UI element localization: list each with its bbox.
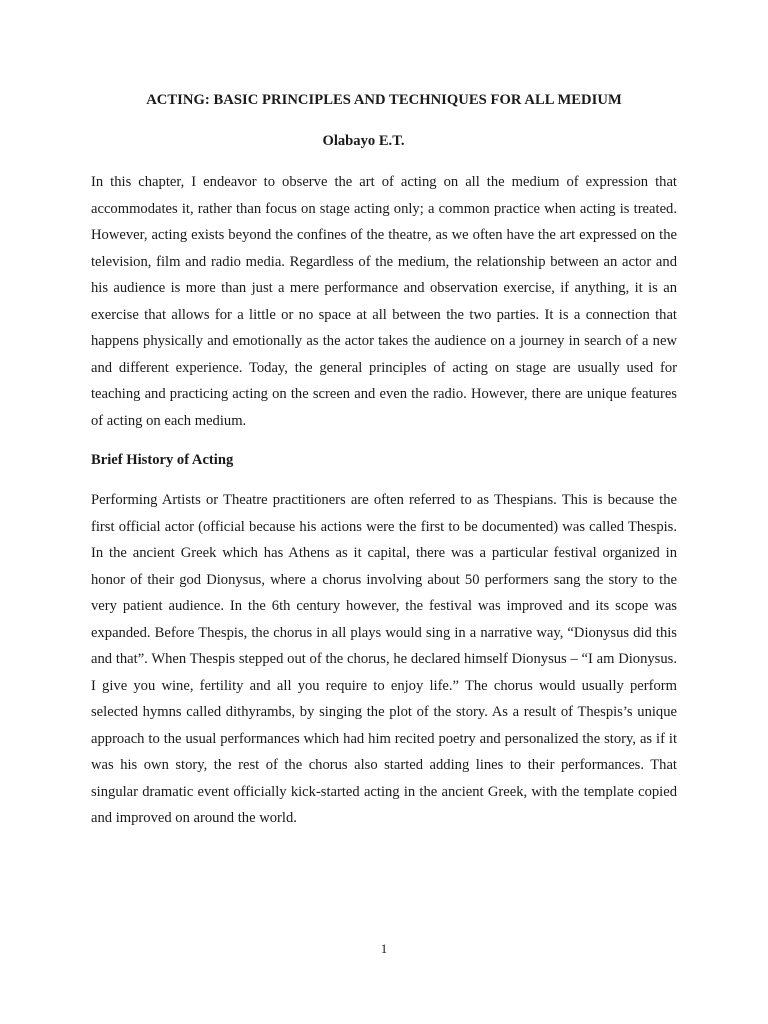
section-heading: Brief History of Acting [91, 452, 234, 468]
document-title: ACTING: BASIC PRINCIPLES AND TECHNIQUES FOR ALL MEDIUM [146, 92, 622, 108]
author-name: Olabayo E.T. [322, 133, 405, 149]
history-paragraph: Performing Artists or Theatre practitioners are often referred to as Thespians. This is because the first official actor (official because his actions were the first to be documented) was called Thespis. In the ancient Greek which has Athens as it capital, there was a particular festival organized in honor of their god Dionysus, where a chorus involving about 50 performers sang the story to the very patient audience. In the 6th century however, the festival was improved and its scope was expanded. Before Thespis, the chorus in all plays would sing in a narrative way, “Dionysus did this and that”. When Thespis stepped out of the chorus, he declared himself Dionysus – “I am Dionysus. I give you wine, fertility and all you require to enjoy life.” The chorus would usually perform selected hymns called dithyrambs, by singing the plot of the story. As a result of Thespis’s unique approach to the usual performances which had him recited poetry and personalized the story, as if it was his own story, the rest of the chorus also started adding lines to their performances. That singular dramatic event officially kick-started acting in the ancient Greek, with the template copied and improved on around the world. [91, 492, 677, 826]
page-number: 1 [380, 941, 388, 956]
intro-paragraph: In this chapter, I endeavor to observe the art of acting on all the medium of expression that accommodates it, rather than focus on stage acting only; a common practice when acting is treated. However, acting exists beyond the confines of the theatre, as we often have the art expressed on the television, film and radio media. Regardless of the medium, the relationship between an actor and his audience is more than just a mere performance and observation exercise, if anything, it is an exercise that allows for a little or no space at all between the two parties. It is a connection that happens physically and emotionally as the actor takes the audience on a journey in search of a new and different experience. Today, the general principles of acting on stage are usually used for teaching and practicing acting on the screen and even the radio. However, there are unique features of acting on each medium. [91, 174, 677, 429]
